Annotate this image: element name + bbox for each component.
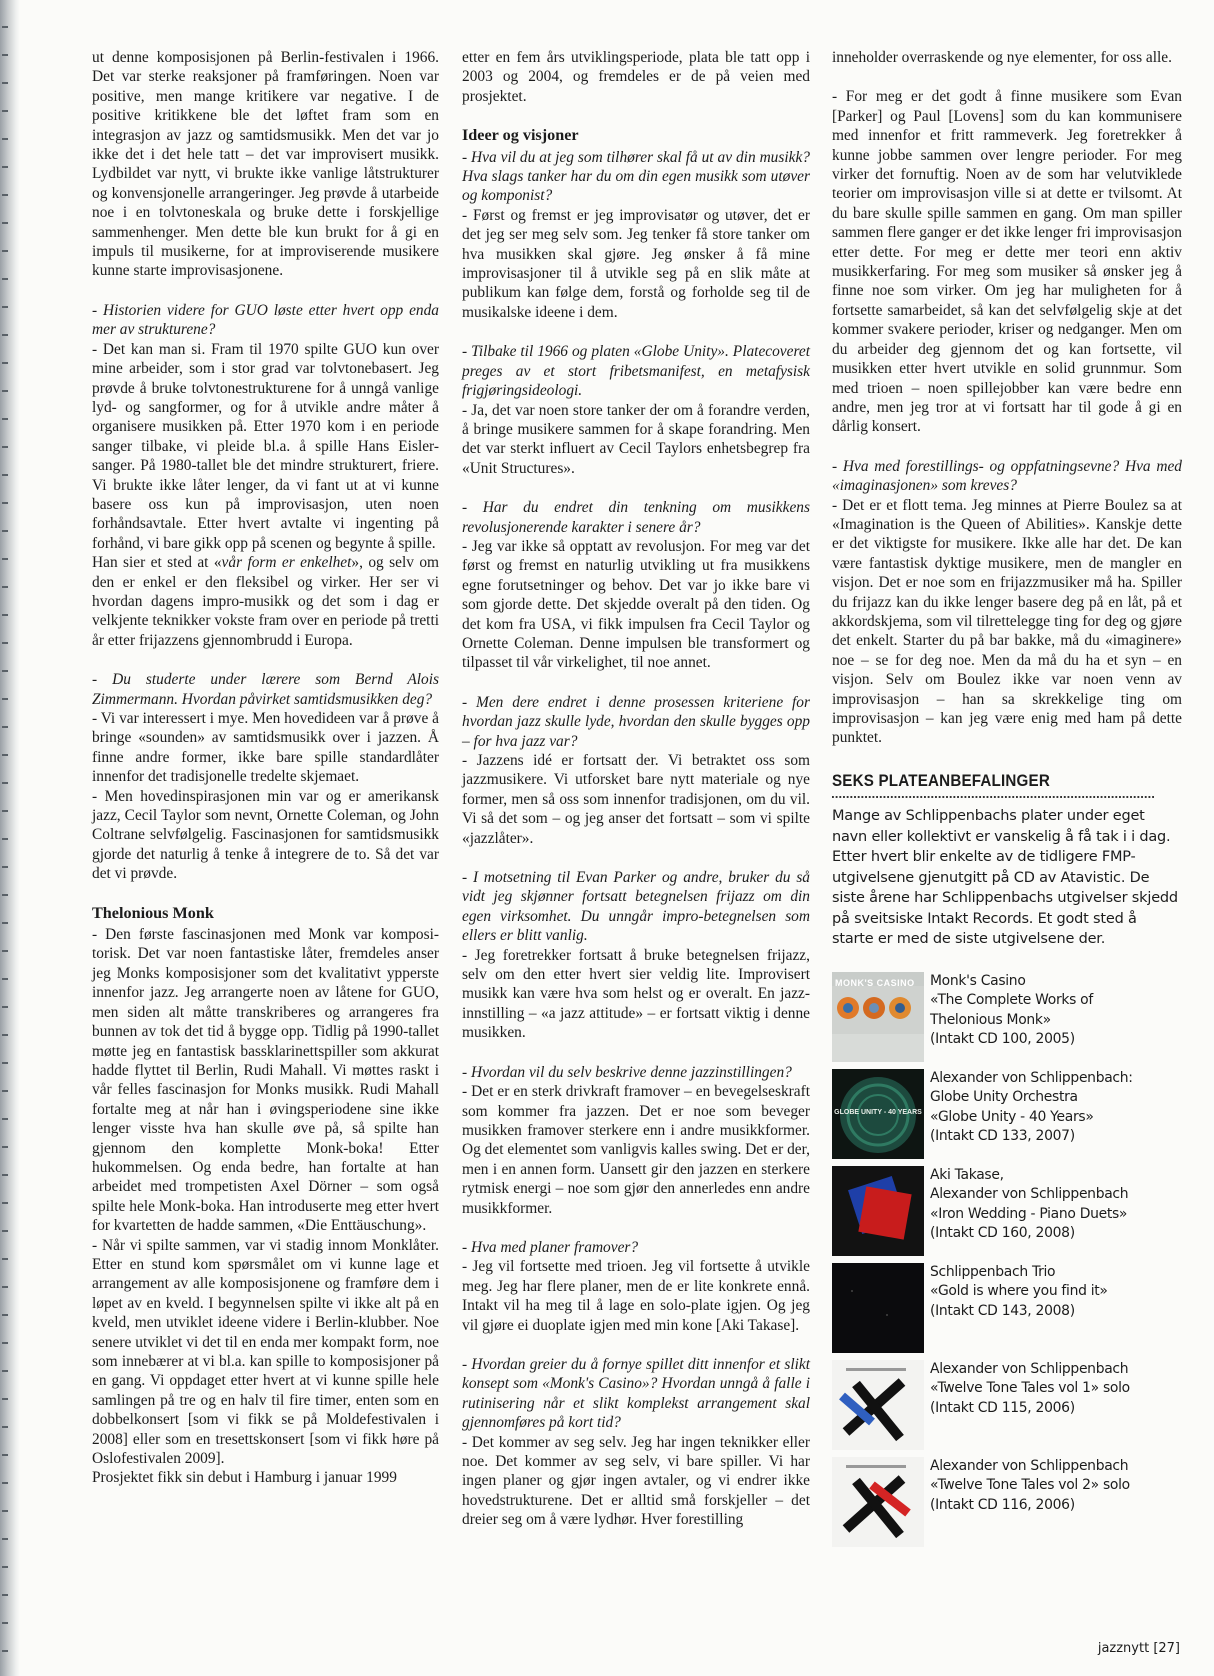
cross-icon <box>832 1360 924 1450</box>
album-text <box>930 1069 1133 1147</box>
album-item <box>832 1360 1182 1455</box>
answer: - Det er en sterk drivkraft framover – en bevegelseskraft som kommer fra jazzen. Det er noe som beveger musikken framover sterkere enn i andre musikkformer. Og det elementet som vanligvis kalles swing. Det er der, men i en annen form. Uansett gir den jazzen en sterkere rytmisk energi – noe som gjør den annerledes enn andre musikkformer. <box>462 1083 810 1217</box>
question: - Hva med planer framover? <box>462 1238 639 1256</box>
album-item <box>832 1166 1182 1261</box>
album-cover-monks-casino <box>832 972 924 1062</box>
album-item <box>832 972 1182 1067</box>
column-3 <box>832 48 1182 1554</box>
album-line: «Iron Wedding - Piano Duets» <box>930 1205 1128 1222</box>
question: - Hva med forestillings- og oppfatningsevne? Hva med «imaginasjonen» som kreves? <box>832 457 1182 495</box>
paragraph: Prosjektet fikk sin debut i Hamburg i januar 1999 <box>92 1469 397 1487</box>
album-cover-globe-unity <box>832 1069 924 1159</box>
album-line: Alexander von Schlippenbach <box>930 1360 1129 1377</box>
subheading: Thelonious Monk <box>92 903 214 922</box>
album-text <box>930 1360 1130 1419</box>
album-item <box>832 1069 1182 1164</box>
question: - Hvordan greier du å fornye spillet ditt innenfor et slikt konsept som «Monk's Casino»? Hvordan unngå å falle i rutinisering når et slikt komplekst arrangement skal gjennomføres på kort tid? <box>462 1355 810 1432</box>
album-line: (Intakt CD 100, 2005) <box>930 1031 1075 1048</box>
album-line: «Twelve Tone Tales vol 2» solo <box>930 1477 1130 1494</box>
album-line: Alexander von Schlippenbach <box>930 1186 1129 1203</box>
album-cover-iron-wedding <box>832 1166 924 1256</box>
answer: - Det kan man si. Fram til 1970 spilte GUO kun over mine arbeider, som i stor grad var tolvtonebasert. Jeg prøvde å bruke tolvtonestrukturene for å unngå vanlige lyd- og sangformer, og for å utvikle andre måter å organisere musikken på. Etter 1970 kom i en periode sanger tilbake, vi pleide bl.a. å spille Hans Eisler-sanger. På 1980-tallet ble det mindre strukturert, friere. Vi brukte ikke låter lenger, da vi fant ut at vi kunne basere oss kun på improvisasjon, uten noen forhåndsavtale. Etter hvert avtalte vi ingenting på forhånd, vi bare gikk opp på scenen og begynte å spille. <box>92 340 439 552</box>
album-line: (Intakt CD 115, 2006) <box>930 1399 1075 1416</box>
paragraph: etter en fem års utviklingsperiode, plata ble tatt opp i 2003 og 2004, og fremdeles er de på veien med prosjektet. <box>462 49 810 105</box>
album-cover-gold <box>832 1263 924 1353</box>
roulette-icon <box>832 972 924 1062</box>
answer: - Jeg vil fortsette med trioen. Jeg vil fortsette å utvikle meg. Jeg har flere planer, men de er lite konkrete ennå. Intakt vil ha meg til å lage en solo-plate igjen. Og jeg vil gjøre ei duoplate igjen med min kone [Aki Takase]. <box>462 1258 810 1334</box>
album-line: (Intakt CD 160, 2008) <box>930 1225 1075 1242</box>
album-text <box>930 972 1093 1050</box>
page-binding <box>0 0 20 1676</box>
paragraph: inneholder overraskende og nye elementer, for oss alle. <box>832 49 1172 66</box>
question: - I motsetning til Evan Parker og andre, bruker du så vidt jeg skjønner fortsatt betegnelsen frijazz om din egen virksomhet. Du unngår impro-betegnelsen som ellers er blitt vanlig. <box>462 869 810 945</box>
album-line: Thelonious Monk» <box>930 1011 1051 1028</box>
album-line: «Twelve Tone Tales vol 1» solo <box>930 1380 1130 1397</box>
question: - Men dere endret i denne prosessen kriteriene for hvordan jazz skulle lyde, hvordan den skulle bygges opp – for hva jazz var? <box>462 693 810 750</box>
album-line: Monk's Casino <box>930 972 1026 989</box>
album-text <box>930 1263 1108 1322</box>
cover-title: GLOBE UNITY - 40 YEARS <box>834 1108 922 1116</box>
box-intro: Mange av Schlippenbachs plater under eget navn eller kollektivt er vanskelig å få tak i i dag. Etter hvert blir enkelte av de tidligere FMP-utgivelsene gjenutgitt på CD av Atavistic. De siste årene har Schlippenbachs utgivelser skjedd på sveitsiske Intakt Records. Et godt sted å starte er med de siste utgivelsene der. <box>832 808 1178 948</box>
album-item <box>832 1457 1182 1552</box>
page-folio: jazznytt [27] <box>1097 1641 1180 1656</box>
album-line: (Intakt CD 133, 2007) <box>930 1128 1075 1145</box>
album-line: Globe Unity Orchestra <box>930 1089 1078 1106</box>
paragraph: Han sier et sted at «vår form er enkelhet», og selv om den er enkel er den fleksibel og virker. Her ser vi hvordan dagens impro-musikk og det som i dag er velkjente teknikker vokste fram over en periode på tretti år etter frijazzens gjennombrudd i Europa. <box>92 554 439 649</box>
album-line: (Intakt CD 143, 2008) <box>930 1302 1075 1319</box>
answer: - Jeg var ikke så opptatt av revolusjon. For meg var det først og fremst en naturlig utvikling ut fra musikkens egne forutsetninger og behov. Det var jo ikke bare vi som gjorde dette. Det skjedde overalt på den tiden. Og det kom fra USA, vi fikk impulsen fra Cecil Taylor og Ornette Coleman. Denne impulsen ble transformert og tilpasset til vår virkelighet, til noe annet. <box>462 537 810 672</box>
answer: - Jazzens idé er fortsatt der. Vi betraktet oss som jazzmusikere. Vi utforsket bare nytt materiale og nye former, men så oss som innenfor tradisjonen, om du vil. Vi så det som – og jeg anser det fortsatt – som vi spilte «jazzlåter». <box>462 752 810 847</box>
paragraph: ut denne komposisjonen på Berlin-festivalen i 1966. Det var sterke reaksjoner på framføringen. Noen var positive, men mange kritikere var negative. I de positive kritikkene ble det løftet fram som en integrasjon av jazz og samtidsmusikk. Men det var jo ikke det i det hele tatt – det var improvisert musikk. Lydbildet var nytt, vi brukte ikke vanlige låtstrukturer og konvensjonelle arrangeringer. Jeg prøvde å utarbeide noe i en tolvtoneskala og bruke dette i forskjellige sammenhenger. Men dette ble kun brukt for å gi en impuls til musikerne, for at improviserende musikere kunne starte improvisasjonene. <box>92 49 439 280</box>
cover-title: MONK'S CASINO <box>832 972 924 986</box>
binding-marks <box>2 0 8 1676</box>
album-line: Schlippenbach Trio <box>930 1263 1056 1280</box>
question: - Hvordan vil du selv beskrive denne jazzinstillingen? <box>462 1063 792 1081</box>
answer: - Men hovedinspirasjonen min var og er amerikansk jazz, Cecil Taylor som nevnt, Ornette Coleman, og John Coltrane selvfølgelig. Fascinasjonen for samtidsmusikk gjorde det naturlig å tenke å integrere de to. Så det var det vi prøvde. <box>92 787 439 883</box>
answer: - Jeg foretrekker fortsatt å bruke betegnelsen frijazz, selv om den etter hvert sier veldig lite. Improvisert musikk kan være hva som helst og er overalt. En jazz-innstilling – «a jazz attitude» – er fortsatt viktig i denne musikken. <box>462 946 810 1042</box>
answer: - Det er et flott tema. Jeg minnes at Pierre Boulez sa at «Imagination is the Queen of Abilities». Kanskje dette er det viktigste for musikere. Ikke alle har det. De kan være fantastisk dyktige musikere, men de mangler en visjon. Det er noe som en frijazzmusiker må ha. Spiller du frijazz kan du ikke lenger basere deg på en låt, på et akkordskjema, som vil tilrettelegge ting for deg og gjøre det enkelt. Starter du på bar bakke, må du «imaginere» noe – se for deg noe. Men da må du ha et syn – en visjon. Selv om Boulez ikke var noen venn av improvisasjon – han sa skrekkelige ting om improvisasjon – kan jeg være enig med ham på dette punktet. <box>832 496 1182 747</box>
answer: - For meg er det godt å finne musikere som Evan [Parker] og Paul [Lovens] som du kan kommunisere med innenfor et fritt rammeverk. Jeg foretrekker å kunne jobbe sammen over lengre perioder. For meg virker det fornuftig. Noen av de som har velutviklede teorier om improvisasjon ville si at dette er tvilsomt. At du bare skulle spille sammen en gang. Om man spiller sammen flere ganger er det ikke lenger fri improvisasjon etter dette. For meg er dette mer teori enn aktiv musikkerfaring. For meg som musiker så ønsker jeg å finne noe som virker. Om jeg har muligheten for å fortsette samarbeidet, så kan det selvfølgelig skje at det kommer svakere perioder, kriser og nedganger. Men om du arbeider deg gjennom det og kan fortsette, vil musikken etter hvert utvikle en solid grunnmur. Som med trioen – noen spillejobber kan være bedre enn andre, men jeg tror at vi fortsatt har til gode å gi en dårlig konsert. <box>832 88 1182 436</box>
answer: - Når vi spilte sammen, var vi stadig innom Monklåter. Etter en stund kom spørsmålet om vi kunne lage et arrangement av alle komposisjonene og framføre dem i løpet av en kveld. I begynnelsen spilte vi ikke alt på en kveld, men utviklet ideene videre i Berlin-klubber. Noe senere utviklet vi det til en enda mer kompakt form, noe som innebærer at vi bl.a. kan spille to komposisjoner på en gang. Vi oppdaget etter hvert at vi kunne spille hele samlingen på tre og en halv til fire timer, enten som en dobbelkonsert [som vi fikk se på Moldefestivalen i 2008] eller som en tresettskonsert [som vi fikk høre på Oslofestivalen 2009]. <box>92 1236 439 1468</box>
question: - Tilbake til 1966 og platen «Globe Unity». Platecoveret preges av et stort fribetsmanifest, en metafysisk frigjøringsideologi. <box>462 343 810 400</box>
answer: - Det kommer av seg selv. Jeg har ingen teknikker eller noe. Det kommer av seg selv, vi bare spiller. Vi har ingen planer og gjør ingen avtaler, og vi endrer ikke hovedstrukturene. Det er alltid små forskjeller – det dreier seg om å være lydhør. Hver forestilling <box>462 1433 810 1529</box>
album-line: «Globe Unity - 40 Years» <box>930 1108 1094 1125</box>
subheading: Ideer og visjoner <box>462 126 579 145</box>
recommendations-box <box>832 772 1182 1552</box>
question: - Historien videre for GUO løste etter hvert opp enda mer av strukturene? <box>92 301 439 339</box>
album-item <box>832 1263 1182 1358</box>
column-2 <box>462 48 810 1530</box>
album-line: Alexander von Schlippenbach <box>930 1457 1129 1474</box>
album-line: Alexander von Schlippenbach: <box>930 1069 1133 1086</box>
album-cover-twelve-tone-2 <box>832 1457 924 1547</box>
album-text <box>930 1166 1128 1244</box>
dots-icon <box>832 1263 924 1353</box>
cross-icon <box>832 1457 924 1547</box>
column-1 <box>92 48 439 1488</box>
question: - Har du endret din tenkning om musikkens revolusjonerende karakter i senere år? <box>462 499 810 536</box>
question: - Hva vil du at jeg som tilhører skal få ut av din musikk? Hva slags tanker har du om din egen musikk som utøver og komponist? <box>462 148 810 205</box>
answer: - Ja, det var noen store tanker der om å forandre verden, å bringe musikere sammen for å skape forandring. Men det var sterkt influert av Cecil Taylors enhetsbegrep fra «Unit Structures». <box>462 401 810 477</box>
squares-icon <box>832 1166 924 1256</box>
box-title: SEKS PLATEANBEFALINGER <box>832 772 1154 798</box>
album-line: «The Complete Works of <box>930 992 1093 1009</box>
album-line: Aki Takase, <box>930 1166 1004 1183</box>
album-line: (Intakt CD 116, 2006) <box>930 1496 1075 1513</box>
answer: - Vi var interessert i mye. Men hovedideen var å prøve å bringe «sounden» av samtidsmusikk over i jazzen. Å finne andre former, ikke bare spille standardlåter innenfor det tradisjonelle tredelte skjemaet. <box>92 710 439 786</box>
answer: - Den første fascinasjonen med Monk var kompositorisk. Det var noen fantastiske låter, fremdeles anser jeg Monks komposisjoner som det kvalitativt ypperste innenfor jazz. Jeg arrangerte noen av låtene for GUO, men siden alt måtte transkriberes og arrangeres fra bunnen av tok det tid å bygge opp. Tidlig på 1990-tallet møtte jeg en fantastisk bassklarinettspiller som akkurat hadde flyttet til Berlin, Rudi Mahall. Vi møttes raskt i vår felles fascinasjon for Monks musikk. Rudi Mahall fortalte meg at når han i øvingsperiodene sine ikke lenger visste hva han skulle øve på, så spilte han gjennom den komplette Monk-boka! Etter hukommelsen. Og enda bedre, han fortalte at han arbeidet med trompetisten Axel Dörner – som også spilte hele Monk-boka. Han introduserte meg etter hvert for kvartetten de hadde sammen, «Die Enttäuschung». <box>92 926 439 1235</box>
answer: - Først og fremst er jeg improvisatør og utøver, det er det jeg ser meg selv som. Jeg tenker få store tanker om hva musikken skal gjøre. Jeg ønsker å få mine improvisasjoner til å utvikle seg på en slik måte at publikum kan følge dem, forstå og forholde seg til de musikalske ideene i dem. <box>462 206 810 321</box>
question: - Du studerte under lærere som Bernd Alois Zimmermann. Hvordan påvirket samtidsmusikken deg? <box>92 671 439 708</box>
album-cover-twelve-tone-1 <box>832 1360 924 1450</box>
album-text <box>930 1457 1130 1516</box>
album-line: «Gold is where you find it» <box>930 1283 1108 1300</box>
